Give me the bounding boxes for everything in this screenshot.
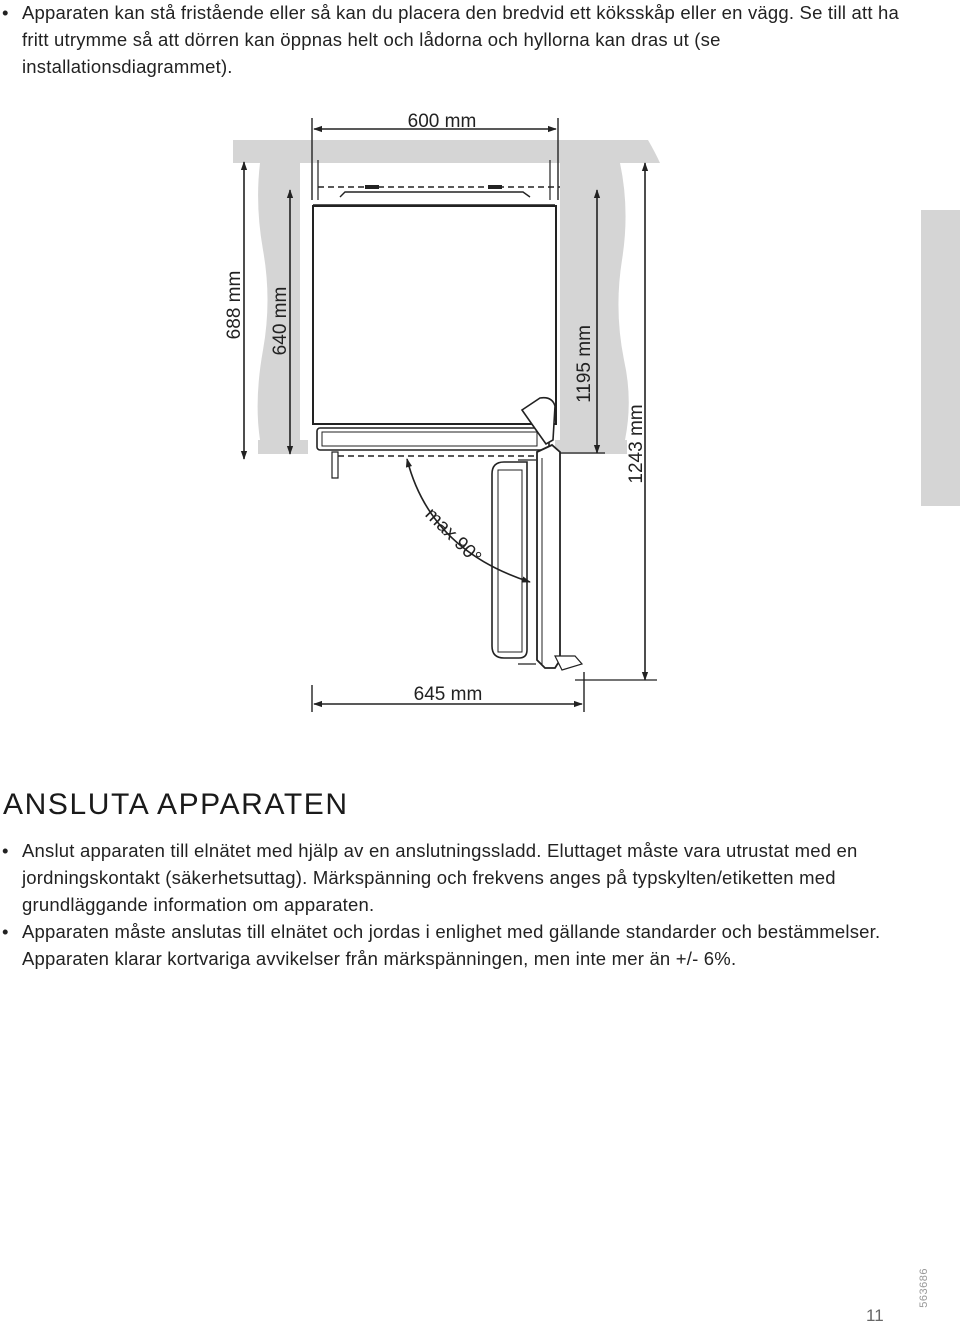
section-title: ANSLUTA APPARATEN xyxy=(3,788,349,821)
page-number: 11 xyxy=(866,1306,884,1325)
dim-645-label: 645 mm xyxy=(413,684,483,705)
angle-label: max 90° xyxy=(420,503,486,569)
fridge-body xyxy=(313,206,556,424)
dim-1195-label: 1195 mm xyxy=(574,325,595,403)
right-counter-strip xyxy=(555,440,627,454)
left-counter-strip xyxy=(258,440,308,454)
dim-688-label: 688 mm xyxy=(224,270,245,340)
connection-bullet: • Apparaten måste anslutas till elnätet och jordas i enlighet med gällande standarder och bestämmelser. Apparaten klarar kortvariga avvikelser från märkspänningen, men inte mer än +/- 6%. xyxy=(0,918,900,972)
handle xyxy=(332,452,338,478)
dim-1243-label: 1243 mm xyxy=(626,404,647,484)
door-open xyxy=(537,445,560,668)
document-code: 563686 xyxy=(918,1268,930,1308)
dim-640-label: 640 mm xyxy=(270,286,291,356)
side-tab xyxy=(921,210,960,506)
intro-bullet: • Apparaten kan stå fristående eller så kan du placera den bredvid ett köksskåp eller en vägg. Se till att ha fritt utrymme så att dörren kan öppnas helt och lådorna och hyllorna kan dras ut (se installationsdiagrammet). xyxy=(0,0,900,80)
wall xyxy=(233,140,660,163)
connection-instructions xyxy=(0,837,900,972)
door-closed xyxy=(317,428,549,450)
dim-600-label: 600 mm xyxy=(407,111,477,132)
connection-bullet: • Anslut apparaten till elnätet med hjälp av en anslutningssladd. Eluttaget måste vara utrustat med en jordningskontakt (säkerhetsuttag). Märkspänning och frekvens anges på typskylten/etiketten med grundläggande information om apparaten. xyxy=(0,837,900,918)
